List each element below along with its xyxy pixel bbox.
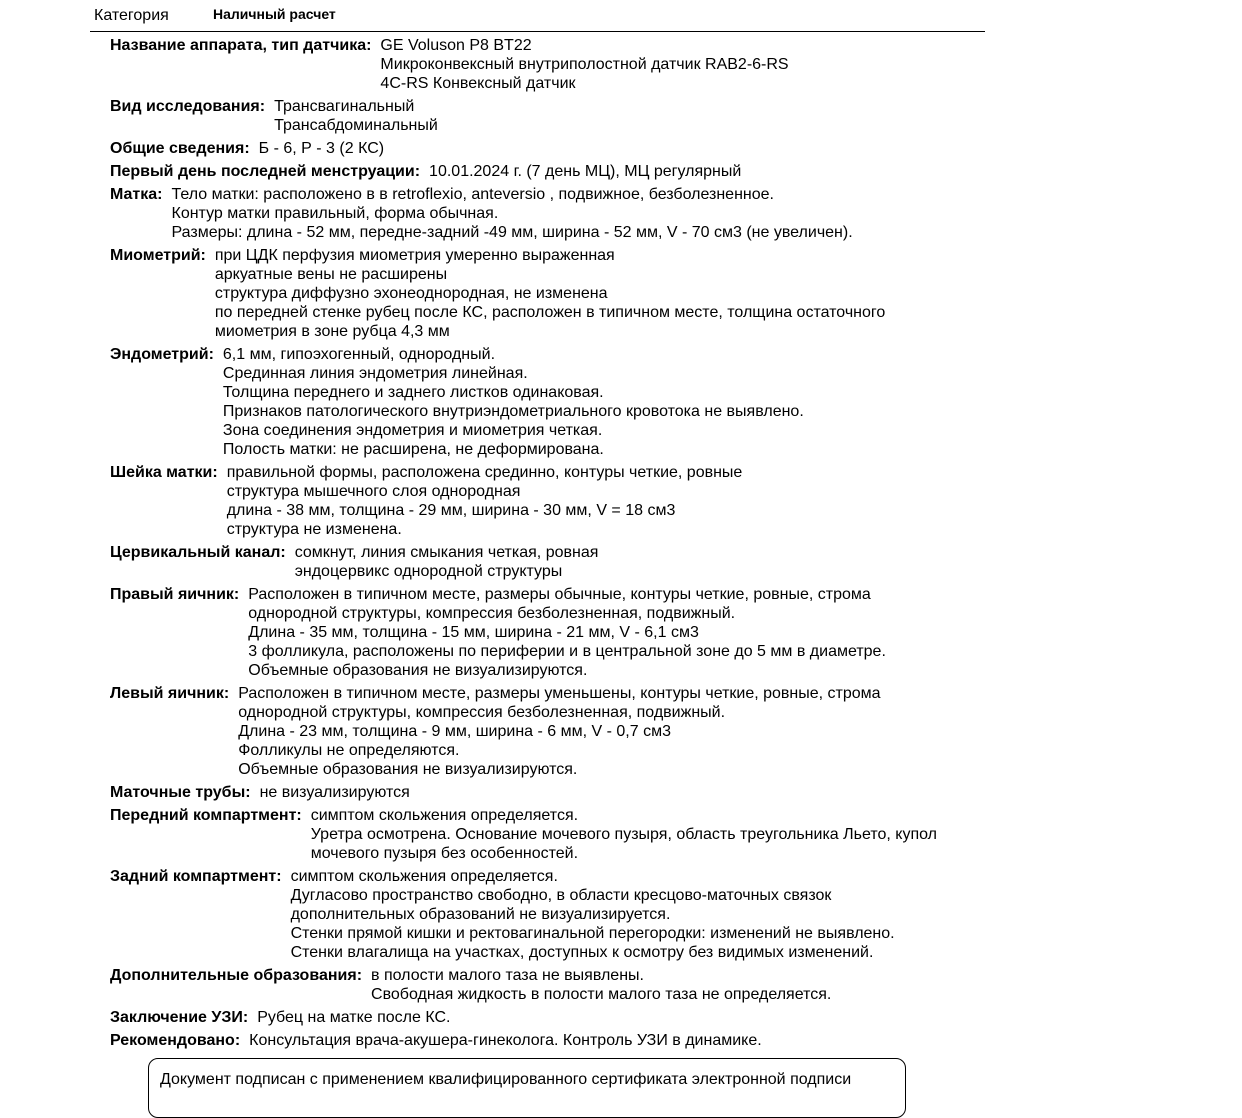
signature-text: Документ подписан с применением квалифицированного сертификата электронной подписи xyxy=(160,1071,852,1088)
category-value: Наличный расчет xyxy=(213,6,336,22)
section-line: Размеры: длина - 52 мм, передне-задний -49 мм, ширина - 52 мм, V - 70 см3 (не увеличен). xyxy=(171,224,853,241)
section-line: Расположен в типичном месте, размеры уменьшены, контуры четкие, ровные, строма xyxy=(238,685,881,702)
section-content xyxy=(249,1031,990,1050)
section-line: дополнительных образований не визуализируется. xyxy=(290,906,671,923)
section-line: 10.01.2024 г. (7 день МЦ), МЦ регулярный xyxy=(429,163,742,180)
report-section xyxy=(110,543,990,581)
section-line: Уретра осмотрена. Основание мочевого пузыря, область треугольника Льето, купол xyxy=(310,826,937,843)
section-line: Длина - 23 мм, толщина - 9 мм, ширина - 6 мм, V - 0,7 см3 xyxy=(238,723,671,740)
section-line: сомкнут, линия смыкания четкая, ровная xyxy=(294,544,599,561)
report-section xyxy=(110,867,990,962)
section-line: 4C-RS Конвексный датчик xyxy=(380,75,576,92)
section-line: структура диффузно эхонеоднородная, не изменена xyxy=(214,285,608,302)
section-content xyxy=(238,684,990,779)
section-line: однородной структуры, компрессия безболезненная, подвижный. xyxy=(238,704,726,721)
section-line: Признаков патологического внутриэндометриального кровотока не выявлено. xyxy=(222,403,804,420)
report-section xyxy=(110,97,990,135)
section-line: Тело матки: расположено в в retroflexio, anteversio , подвижное, безболезненное. xyxy=(171,186,774,203)
section-line: Стенки прямой кишки и ректовагинальной перегородки: изменений не выявлено. xyxy=(290,925,895,942)
section-label: Общие сведения: xyxy=(110,140,250,157)
report-section xyxy=(110,1031,990,1050)
section-line: Длина - 35 мм, толщина - 15 мм, ширина - 21 мм, V - 6,1 см3 xyxy=(248,624,699,641)
section-content xyxy=(295,543,990,581)
signature-notice xyxy=(148,1058,906,1118)
report-section xyxy=(110,684,990,779)
section-label: Вид исследования: xyxy=(110,98,266,115)
report-section xyxy=(110,783,990,802)
section-line: Стенки влагалища на участках, доступных к осмотру без видимых изменений. xyxy=(290,944,874,961)
section-line: Полость матки: не расширена, не деформирована. xyxy=(222,441,604,458)
section-line: Объемные образования не визуализируются. xyxy=(238,761,578,778)
section-line: однородной структуры, компрессия безболезненная, подвижный. xyxy=(248,605,736,622)
section-line: аркуатные вены не расширены xyxy=(214,266,448,283)
section-line: мочевого пузыря без особенностей. xyxy=(310,845,579,862)
report-section xyxy=(110,1008,990,1027)
section-label: Название аппарата, тип датчика: xyxy=(110,37,372,54)
report-section xyxy=(110,246,990,341)
section-line: не визуализируются xyxy=(259,784,410,801)
section-line: Консультация врача-акушера-гинеколога. Контроль УЗИ в динамике. xyxy=(249,1032,762,1049)
section-label: Маточные трубы: xyxy=(110,784,251,801)
section-line: Рубец на матке после КС. xyxy=(257,1009,451,1026)
section-line: Толщина переднего и заднего листков одинаковая. xyxy=(222,384,604,401)
report-section xyxy=(110,345,990,459)
section-line: Объемные образования не визуализируются. xyxy=(248,662,588,679)
header-divider xyxy=(90,31,985,32)
section-content xyxy=(429,162,990,181)
section-label: Правый яичник: xyxy=(110,586,240,603)
section-label: Шейка матки: xyxy=(110,464,218,481)
report-section xyxy=(110,966,990,1004)
section-line: структура мышечного слоя однородная xyxy=(226,483,521,500)
section-line: Трансабдоминальный xyxy=(274,117,438,134)
section-line: Микроконвексный внутриполостной датчик RAB2-6-RS xyxy=(380,56,789,73)
section-label: Миометрий: xyxy=(110,247,206,264)
section-line: симптом скольжения определяется. xyxy=(290,868,558,885)
section-line: правильной формы, расположена срединно, контуры четкие, ровные xyxy=(226,464,743,481)
section-line: по передней стенке рубец после КС, расположен в типичном месте, толщина остаточного xyxy=(214,304,886,321)
section-line: при ЦДК перфузия миометрия умеренно выраженная xyxy=(214,247,615,264)
section-label: Рекомендовано: xyxy=(110,1032,241,1049)
section-line: структура не изменена. xyxy=(226,521,402,538)
section-label: Передний компартмент: xyxy=(110,807,302,824)
section-line: 6,1 мм, гипоэхогенный, однородный. xyxy=(222,346,496,363)
section-line: Срединная линия эндометрия линейная. xyxy=(222,365,528,382)
section-line: Расположен в типичном месте, размеры обычные, контуры четкие, ровные, строма xyxy=(248,586,871,603)
section-content xyxy=(223,345,990,459)
report-section xyxy=(110,162,990,181)
report-section xyxy=(110,36,990,93)
section-content xyxy=(248,585,990,680)
section-line: Свободная жидкость в полости малого таза не определяется. xyxy=(371,986,832,1003)
section-line: Контур матки правильный, форма обычная. xyxy=(171,205,499,222)
section-content xyxy=(291,867,990,962)
section-line: миометрия в зоне рубца 4,3 мм xyxy=(214,323,450,340)
section-label: Эндометрий: xyxy=(110,346,214,363)
section-label: Задний компартмент: xyxy=(110,868,282,885)
section-content xyxy=(274,97,990,135)
report-section xyxy=(110,806,990,863)
section-content xyxy=(311,806,990,863)
section-line: Дугласово пространство свободно, в области кресцово-маточных связок xyxy=(290,887,832,904)
section-line: в полости малого таза не выявлены. xyxy=(371,967,644,984)
section-label: Заключение УЗИ: xyxy=(110,1009,249,1026)
section-content xyxy=(227,463,990,539)
report-sections xyxy=(110,36,990,1054)
report-section xyxy=(110,139,990,158)
category-label: Категория xyxy=(94,7,169,24)
section-content xyxy=(259,139,990,158)
section-label: Матка: xyxy=(110,186,163,203)
section-line: Б - 6, Р - 3 (2 КС) xyxy=(258,140,385,157)
section-line: GE Voluson P8 BT22 xyxy=(380,37,532,54)
section-label: Дополнительные образования: xyxy=(110,967,363,984)
report-section xyxy=(110,585,990,680)
report-section xyxy=(110,185,990,242)
section-line: симптом скольжения определяется. xyxy=(310,807,579,824)
section-content xyxy=(380,36,990,93)
section-line: длина - 38 мм, толщина - 29 мм, ширина - 30 мм, V = 18 см3 xyxy=(226,502,676,519)
section-line: 3 фолликула, расположены по периферии и в центральной зоне до 5 мм в диаметре. xyxy=(248,643,886,660)
report-section xyxy=(110,463,990,539)
section-label: Первый день последней менструации: xyxy=(110,163,421,180)
section-line: Трансвагинальный xyxy=(274,98,415,115)
section-content xyxy=(371,966,990,1004)
section-content xyxy=(260,783,990,802)
section-content xyxy=(257,1008,990,1027)
section-line: Зона соединения эндометрия и миометрия четкая. xyxy=(222,422,603,439)
section-label: Цервикальный канал: xyxy=(110,544,286,561)
section-content xyxy=(172,185,991,242)
section-line: эндоцервикс однородной структуры xyxy=(294,563,563,580)
section-label: Левый яичник: xyxy=(110,685,230,702)
section-line: Фолликулы не определяются. xyxy=(238,742,460,759)
section-content xyxy=(215,246,990,341)
